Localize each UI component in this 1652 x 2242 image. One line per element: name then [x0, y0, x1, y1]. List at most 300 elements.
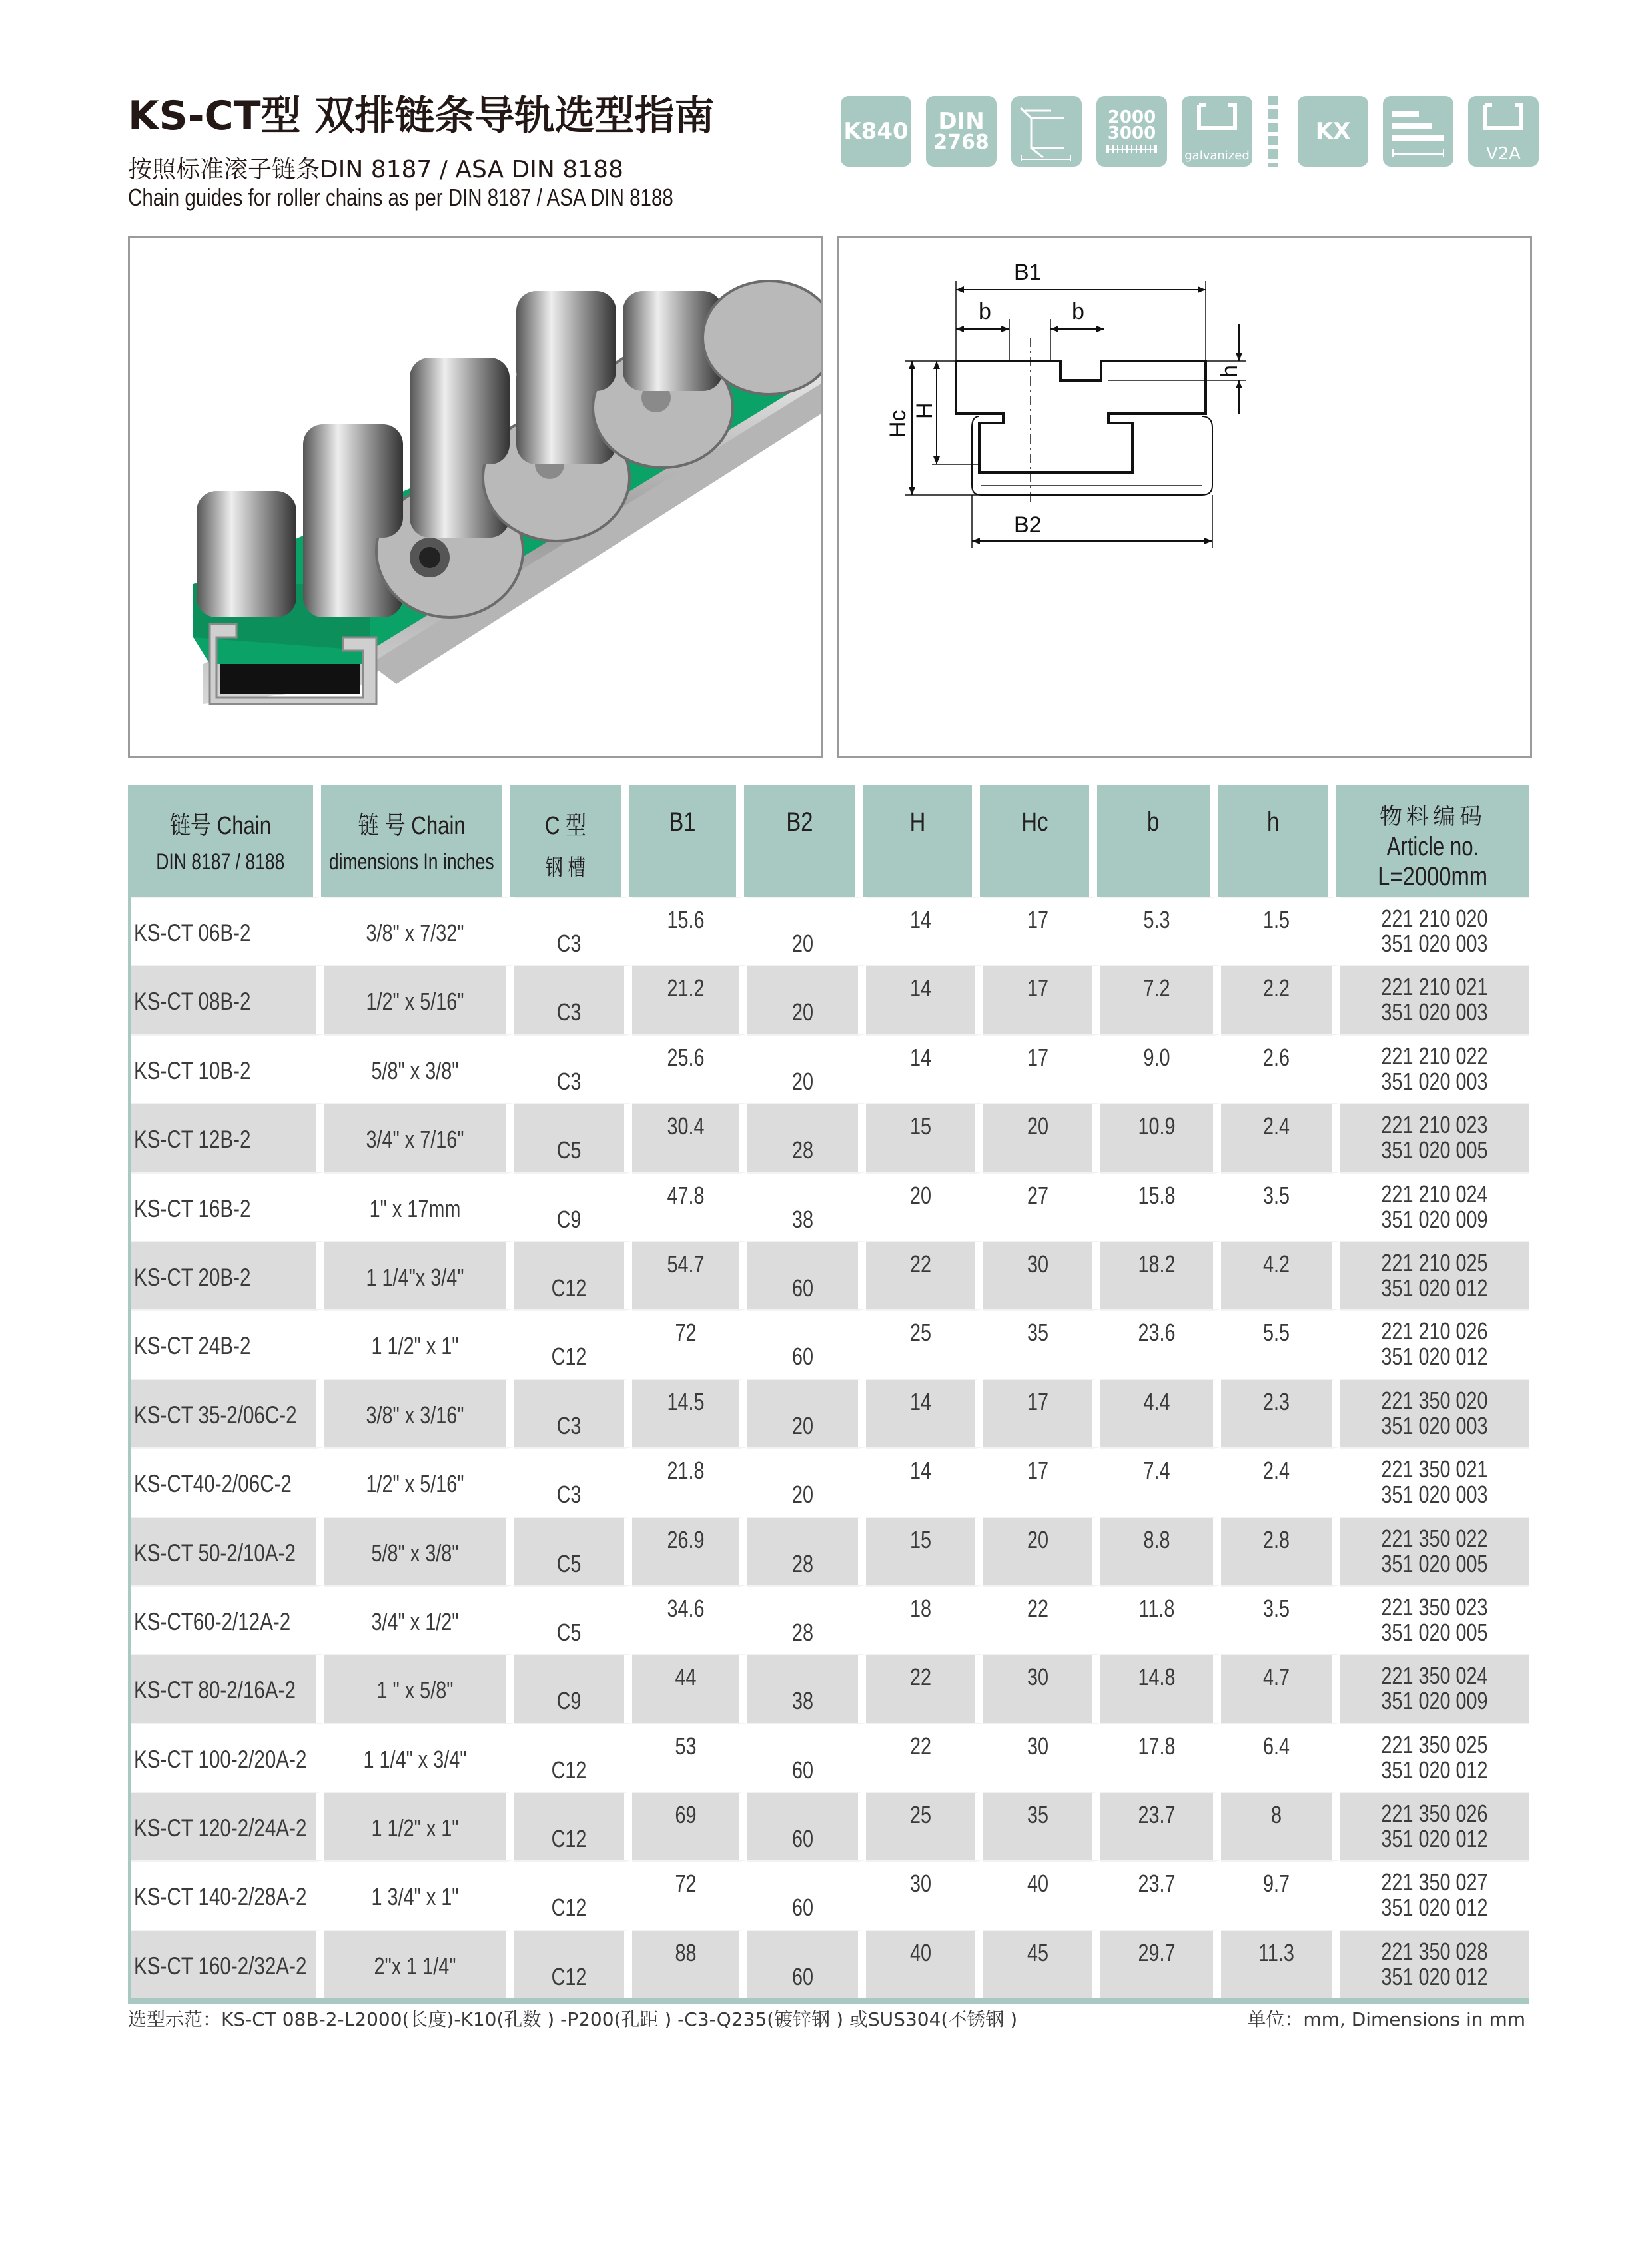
- cell-hc: [983, 897, 1100, 965]
- cell-b: [1100, 1241, 1221, 1309]
- cell-c: [514, 1241, 632, 1309]
- cell-value: 20: [1027, 1525, 1049, 1553]
- cell-c: [514, 1034, 632, 1103]
- cell-hc: [983, 1792, 1100, 1860]
- cell-hc: [983, 1034, 1100, 1103]
- article-number: 221 350 023: [1381, 1593, 1488, 1621]
- cell-h: [1221, 1034, 1340, 1103]
- header-text: 链 号 Chain: [358, 812, 466, 840]
- cell-h: [1221, 1585, 1340, 1654]
- cell-value: 5.5: [1262, 1319, 1290, 1347]
- cell-chain: [131, 1517, 324, 1585]
- cell-value: 14: [909, 974, 932, 1002]
- cell-inches: [324, 897, 514, 965]
- cell-value: 40: [909, 1938, 932, 1966]
- cell-inches: [324, 1034, 514, 1103]
- label-Hc: Hc: [885, 410, 911, 438]
- cell-value: 3/8" x 3/16": [366, 1401, 464, 1429]
- cell-h: [866, 1379, 983, 1447]
- table-row: [131, 1172, 1529, 1241]
- cell-value: C9: [556, 1687, 582, 1715]
- header-text: 物料编码: [1380, 804, 1486, 829]
- cell-value: 1/2" x 5/16": [366, 988, 464, 1016]
- cell-inches: [324, 1723, 514, 1792]
- cell-b: [1100, 1517, 1221, 1585]
- cell-inches: [324, 1172, 514, 1241]
- cell-b: [1100, 1379, 1221, 1447]
- badge-kx-text: KX: [1315, 118, 1351, 145]
- table-row: [131, 1241, 1529, 1309]
- cell-value: 5/8" x 3/8": [371, 1056, 459, 1084]
- header-text: B1: [669, 807, 696, 837]
- label-b-right: b: [1072, 299, 1084, 324]
- cell-value: C3: [556, 930, 582, 957]
- cell-h: [1221, 897, 1340, 965]
- article-number: 351 020 003: [1381, 998, 1488, 1026]
- badge-length-line2: 3000: [1107, 123, 1156, 143]
- cell-value: 25.6: [667, 1043, 705, 1071]
- cell-value: 2"x 1 1/4": [374, 1952, 456, 1980]
- cell-article-no: [1340, 1447, 1529, 1516]
- article-number: 221 350 028: [1381, 1937, 1488, 1965]
- table-row: [131, 1517, 1529, 1585]
- cell-value: 14: [909, 1457, 932, 1485]
- cell-chain: [131, 1585, 324, 1654]
- cell-value: KS-CT 12B-2: [134, 1126, 251, 1154]
- cell-value: KS-CT 35-2/06C-2: [134, 1401, 297, 1429]
- cell-value: 18.2: [1138, 1250, 1176, 1278]
- cell-value: 3/8" x 7/32": [366, 919, 464, 946]
- chain-guide-illustration: [130, 238, 823, 758]
- cell-chain: [131, 1447, 324, 1516]
- cell-c: [514, 1585, 632, 1654]
- cell-inches: [324, 1585, 514, 1654]
- header-B1: [629, 785, 744, 897]
- cell-value: KS-CT 140-2/28A-2: [134, 1883, 307, 1911]
- cell-value: 47.8: [667, 1181, 705, 1209]
- cell-value: C12: [551, 1756, 587, 1784]
- cell-value: 23.6: [1138, 1319, 1176, 1347]
- cell-value: 17: [1027, 1457, 1049, 1485]
- cell-value: 1.5: [1262, 906, 1290, 933]
- cell-b1: [632, 1585, 747, 1654]
- cell-value: 20: [791, 930, 814, 957]
- cell-value: 17: [1027, 1387, 1049, 1415]
- badge-length: [1096, 96, 1167, 167]
- cell-value: 14.5: [667, 1387, 705, 1415]
- cell-value: C12: [551, 1894, 587, 1922]
- cell-value: 35: [1027, 1319, 1049, 1347]
- cell-value: KS-CT 16B-2: [134, 1194, 251, 1222]
- cell-value: 30.4: [667, 1112, 705, 1140]
- cell-hc: [983, 1103, 1100, 1172]
- badge-din2768: [926, 96, 997, 167]
- cell-value: C5: [556, 1549, 582, 1577]
- cell-value: 1 1/4"x 3/4": [366, 1263, 464, 1291]
- cell-value: 40: [1027, 1870, 1049, 1898]
- article-number: 351 020 003: [1381, 1411, 1488, 1439]
- cell-inches: [324, 1309, 514, 1378]
- cell-hc: [983, 1654, 1100, 1722]
- table-row: [131, 1309, 1529, 1378]
- cell-value: 45: [1027, 1938, 1049, 1966]
- cell-b: [1100, 1034, 1221, 1103]
- cell-c: [514, 1792, 632, 1860]
- cell-value: C5: [556, 1618, 582, 1646]
- table-row: [131, 1447, 1529, 1516]
- cell-value: KS-CT 20B-2: [134, 1263, 251, 1291]
- cell-value: 28: [791, 1549, 814, 1577]
- cell-value: 14: [909, 1043, 932, 1071]
- cell-h: [866, 1103, 983, 1172]
- cell-article-no: [1340, 1860, 1529, 1929]
- cell-article-no: [1340, 1309, 1529, 1378]
- cell-b1: [632, 1517, 747, 1585]
- article-number: 221 350 024: [1381, 1662, 1488, 1690]
- article-number: 221 210 026: [1381, 1317, 1488, 1345]
- article-number: 221 210 022: [1381, 1042, 1488, 1070]
- cell-chain: [131, 1860, 324, 1929]
- article-number: 351 020 005: [1381, 1549, 1488, 1577]
- cell-b2: [747, 897, 866, 965]
- cell-chain: [131, 965, 324, 1034]
- cell-value: 3.5: [1262, 1594, 1290, 1622]
- cell-value: 1 " x 5/8": [376, 1677, 454, 1704]
- cell-h: [866, 1860, 983, 1929]
- cell-value: 1 3/4" x 1": [371, 1883, 459, 1911]
- cell-value: 7.4: [1143, 1457, 1170, 1485]
- article-number: 351 020 009: [1381, 1687, 1488, 1715]
- cell-article-no: [1340, 1034, 1529, 1103]
- header-text: 钢 槽: [545, 855, 586, 881]
- cell-b: [1100, 1103, 1221, 1172]
- table-body: [128, 897, 1529, 2004]
- cell-inches: [324, 965, 514, 1034]
- cell-value: 10.9: [1138, 1112, 1176, 1140]
- cell-h: [1221, 1379, 1340, 1447]
- table-row: [131, 1860, 1529, 1929]
- cell-h: [866, 1517, 983, 1585]
- cell-b: [1100, 1172, 1221, 1241]
- cell-b1: [632, 1379, 747, 1447]
- badge-bend-profile: [1011, 96, 1082, 167]
- cell-value: 4.2: [1262, 1250, 1290, 1278]
- cell-value: 88: [675, 1938, 697, 1966]
- cell-value: 1 1/4" x 3/4": [363, 1745, 467, 1773]
- cell-b: [1100, 1309, 1221, 1378]
- article-number: 221 210 024: [1381, 1180, 1488, 1208]
- cell-value: 44: [675, 1663, 697, 1691]
- cell-b2: [747, 1930, 866, 1998]
- badge-galvanized-caption: galvanized: [1184, 149, 1250, 163]
- cell-b: [1100, 1654, 1221, 1722]
- cell-b: [1100, 1585, 1221, 1654]
- label-H: H: [912, 402, 937, 419]
- cell-value: 11.3: [1258, 1938, 1294, 1966]
- cell-b2: [747, 1103, 866, 1172]
- article-number: 221 350 027: [1381, 1868, 1488, 1896]
- cell-c: [514, 1379, 632, 1447]
- badge-k840: [841, 96, 911, 167]
- cell-value: 38: [791, 1205, 814, 1233]
- profile-diagram: [837, 236, 1532, 758]
- cell-b1: [632, 1034, 747, 1103]
- cell-b2: [747, 965, 866, 1034]
- header-text: h: [1266, 807, 1280, 837]
- cell-b1: [632, 1103, 747, 1172]
- cell-inches: [324, 1103, 514, 1172]
- cell-b2: [747, 1517, 866, 1585]
- badge-separator: [1268, 96, 1278, 167]
- cell-value: 2.8: [1262, 1525, 1290, 1553]
- cell-value: 27: [1027, 1181, 1049, 1209]
- cell-b: [1100, 897, 1221, 965]
- cell-value: 21.2: [667, 974, 705, 1002]
- cell-value: 1" x 17mm: [369, 1194, 461, 1222]
- cell-value: C3: [556, 1067, 582, 1095]
- cell-c: [514, 1860, 632, 1929]
- cell-value: 20: [791, 1411, 814, 1439]
- cell-value: 30: [1027, 1732, 1049, 1760]
- cell-value: 17: [1027, 906, 1049, 933]
- badge-din-line2: 2768: [933, 131, 989, 154]
- subtitle-chinese: 按照标准滚子链条DIN 8187 / ASA DIN 8188: [128, 156, 623, 183]
- cell-chain: [131, 1379, 324, 1447]
- article-number: 351 020 005: [1381, 1136, 1488, 1164]
- article-number: 221 350 020: [1381, 1386, 1488, 1414]
- cell-value: 30: [909, 1870, 932, 1898]
- cell-value: C9: [556, 1205, 582, 1233]
- cell-b2: [747, 1309, 866, 1378]
- cell-c: [514, 1447, 632, 1516]
- cell-article-no: [1340, 1103, 1529, 1172]
- cell-value: KS-CT 06B-2: [134, 919, 251, 946]
- header-text: 链号 Chain: [169, 812, 272, 840]
- cell-b: [1100, 1723, 1221, 1792]
- selection-example: 选型示范：KS-CT 08B-2-L2000(长度)-K10(孔数 ) -P200(孔距 ) -C3-Q235(镀锌钢 ) 或SUS304(不锈钢 ): [128, 2008, 1018, 2030]
- cell-b1: [632, 1792, 747, 1860]
- cell-h: [866, 1309, 983, 1378]
- label-h: h: [1217, 365, 1242, 378]
- cell-c: [514, 1172, 632, 1241]
- cell-h: [1221, 1517, 1340, 1585]
- cell-value: 8: [1270, 1801, 1282, 1829]
- cell-value: 2.2: [1262, 974, 1290, 1002]
- product-photo: [128, 236, 823, 758]
- cell-chain: [131, 1241, 324, 1309]
- cell-value: KS-CT 10B-2: [134, 1056, 251, 1084]
- cell-h: [866, 965, 983, 1034]
- article-number: 351 020 012: [1381, 1343, 1488, 1371]
- cell-value: 54.7: [667, 1250, 705, 1278]
- table-row: [131, 1930, 1529, 1998]
- article-number: 351 020 009: [1381, 1205, 1488, 1233]
- cell-value: C3: [556, 1481, 582, 1509]
- cell-value: 60: [791, 1962, 814, 1990]
- article-number: 351 020 012: [1381, 1962, 1488, 1990]
- table-row: [131, 1034, 1529, 1103]
- article-number: 351 020 012: [1381, 1756, 1488, 1784]
- badge-k840-text: K840: [843, 118, 909, 145]
- cell-h: [1221, 1654, 1340, 1722]
- cell-c: [514, 1723, 632, 1792]
- cell-b1: [632, 897, 747, 965]
- cell-c: [514, 1103, 632, 1172]
- cell-value: 1 1/2" x 1": [371, 1332, 459, 1360]
- cell-inches: [324, 1930, 514, 1998]
- cell-value: 53: [675, 1732, 697, 1760]
- cell-value: 28: [791, 1136, 814, 1164]
- cell-value: 15.6: [667, 906, 705, 933]
- cell-value: 35: [1027, 1801, 1049, 1829]
- cell-value: 23.7: [1138, 1870, 1176, 1898]
- label-B2: B2: [1014, 512, 1042, 538]
- cell-b: [1100, 1930, 1221, 1998]
- cell-value: 60: [791, 1274, 814, 1302]
- cell-value: 38: [791, 1687, 814, 1715]
- cell-value: KS-CT 24B-2: [134, 1332, 251, 1360]
- spec-table: [128, 785, 1529, 2004]
- page-title: KS-CT型 双排链条导轨选型指南: [128, 93, 715, 139]
- cell-value: 29.7: [1138, 1938, 1176, 1966]
- cell-value: C5: [556, 1136, 582, 1164]
- cell-h: [1221, 1930, 1340, 1998]
- article-number: 221 210 023: [1381, 1111, 1488, 1139]
- cell-value: 8.8: [1143, 1525, 1170, 1553]
- cell-h: [866, 1654, 983, 1722]
- cell-value: 22: [909, 1732, 932, 1760]
- cell-hc: [983, 1447, 1100, 1516]
- cell-hc: [983, 1930, 1100, 1998]
- cell-article-no: [1340, 965, 1529, 1034]
- cell-h: [1221, 1103, 1340, 1172]
- units-note: 单位：mm, Dimensions in mm: [1247, 2008, 1525, 2030]
- cell-article-no: [1340, 1172, 1529, 1241]
- cell-b2: [747, 1379, 866, 1447]
- cell-article-no: [1340, 1792, 1529, 1860]
- cell-article-no: [1340, 1723, 1529, 1792]
- cell-inches: [324, 1860, 514, 1929]
- header-B2: [744, 785, 863, 897]
- cell-value: KS-CT 120-2/24A-2: [134, 1814, 307, 1842]
- cell-value: 4.4: [1143, 1387, 1170, 1415]
- badge-galvanized: [1182, 96, 1252, 167]
- cell-b2: [747, 1241, 866, 1309]
- cell-inches: [324, 1241, 514, 1309]
- cell-b1: [632, 1723, 747, 1792]
- article-number: 221 350 026: [1381, 1800, 1488, 1828]
- cell-value: 11.8: [1138, 1594, 1175, 1622]
- cell-b1: [632, 965, 747, 1034]
- cell-value: 22: [909, 1250, 932, 1278]
- cell-c: [514, 965, 632, 1034]
- cell-value: 17.8: [1138, 1732, 1176, 1760]
- cell-hc: [983, 1723, 1100, 1792]
- table-row: [131, 1723, 1529, 1792]
- cell-value: KS-CT 100-2/20A-2: [134, 1745, 307, 1773]
- cell-value: 3/4" x 7/16": [366, 1126, 464, 1154]
- ruler-icon: [1106, 145, 1157, 153]
- cell-value: 15: [909, 1112, 932, 1140]
- cell-value: 1 1/2" x 1": [371, 1814, 459, 1842]
- table-header: [128, 785, 1529, 897]
- cell-value: 30: [1027, 1663, 1049, 1691]
- table-row: [131, 1654, 1529, 1722]
- cell-value: 9.0: [1143, 1043, 1170, 1071]
- cell-b: [1100, 1447, 1221, 1516]
- badge-length-line1: 2000: [1107, 107, 1156, 127]
- cell-hc: [983, 1241, 1100, 1309]
- cell-hc: [983, 1517, 1100, 1585]
- cell-inches: [324, 1447, 514, 1516]
- cell-inches: [324, 1654, 514, 1722]
- cell-h: [866, 1172, 983, 1241]
- badge-v2a-caption: V2A: [1485, 144, 1521, 164]
- cell-value: C12: [551, 1274, 587, 1302]
- cell-h: [866, 1241, 983, 1309]
- cell-chain: [131, 1723, 324, 1792]
- cell-value: 5/8" x 3/8": [371, 1539, 459, 1567]
- cell-value: 2.4: [1262, 1457, 1290, 1485]
- cell-value: 60: [791, 1756, 814, 1784]
- cell-b1: [632, 1172, 747, 1241]
- feature-badges: [841, 96, 1553, 167]
- cell-value: KS-CT 08B-2: [134, 988, 251, 1016]
- cell-b2: [747, 1585, 866, 1654]
- article-number: 351 020 003: [1381, 930, 1488, 957]
- cell-value: 20: [791, 1067, 814, 1095]
- cell-value: C12: [551, 1343, 587, 1371]
- cell-hc: [983, 1860, 1100, 1929]
- cell-hc: [983, 965, 1100, 1034]
- cell-value: 3/4" x 1/2": [371, 1607, 459, 1635]
- cell-chain: [131, 1930, 324, 1998]
- cell-value: 30: [1027, 1250, 1049, 1278]
- article-number: 221 210 021: [1381, 973, 1488, 1001]
- cell-value: 3.5: [1262, 1181, 1290, 1209]
- cell-value: 20: [791, 998, 814, 1026]
- cell-h: [1221, 1447, 1340, 1516]
- cell-h: [866, 1034, 983, 1103]
- badge-kx: [1298, 96, 1368, 167]
- cell-chain: [131, 1654, 324, 1722]
- cell-article-no: [1340, 1379, 1529, 1447]
- cell-article-no: [1340, 897, 1529, 965]
- cell-value: 15.8: [1138, 1181, 1176, 1209]
- cell-h: [1221, 1860, 1340, 1929]
- header-article-no: [1336, 785, 1529, 897]
- article-number: 221 350 025: [1381, 1730, 1488, 1758]
- badge-v2a: [1468, 96, 1539, 167]
- cell-hc: [983, 1309, 1100, 1378]
- cell-value: 72: [675, 1870, 697, 1898]
- cell-h: [866, 1447, 983, 1516]
- cell-value: 14: [909, 1387, 932, 1415]
- header-text: DIN 8187 / 8188: [156, 849, 285, 875]
- cell-hc: [983, 1172, 1100, 1241]
- cell-value: 25: [909, 1801, 932, 1829]
- cell-h: [866, 1930, 983, 1998]
- header-chain-inches: [321, 785, 510, 897]
- cell-b2: [747, 1654, 866, 1722]
- cell-h: [1221, 965, 1340, 1034]
- label-b-left: b: [979, 299, 991, 324]
- cell-b1: [632, 1930, 747, 1998]
- cell-chain: [131, 1034, 324, 1103]
- cell-value: 34.6: [667, 1594, 705, 1622]
- label-B1: B1: [1014, 260, 1042, 285]
- cell-b: [1100, 1860, 1221, 1929]
